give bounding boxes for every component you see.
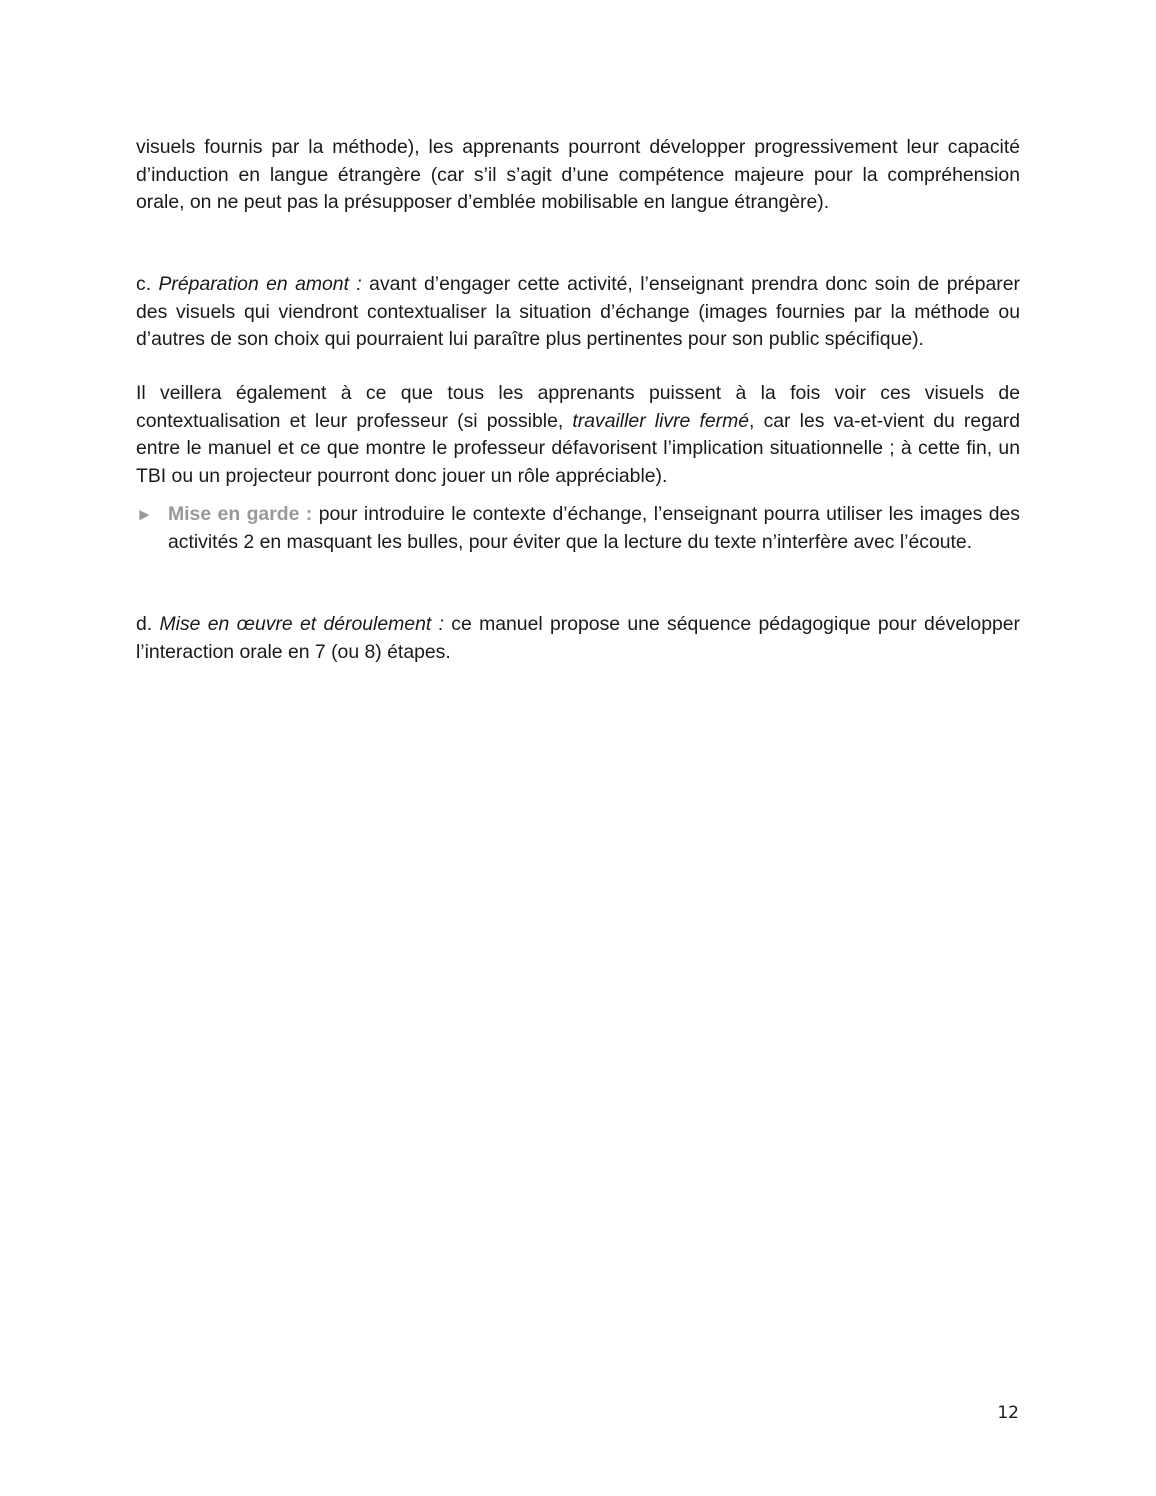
page-number: 12: [997, 1403, 1019, 1423]
paragraph-text: Il veillera également à ce que tous les apprenants puissent à la fois voir ces visuels de contextualisation et leur professeur (si possible,: [136, 382, 1020, 432]
paragraph-text: visuels fournis par la méthode), les apprenants pourront développer progressivement leur capacité d’induction en langue étrangère (car s’il s’agit d’une compétence majeure pour la compréhension orale, on ne peut pas la présupposer d’emblée mobilisable en langue étrangère).: [136, 136, 1020, 213]
section-prefix: c.: [136, 273, 159, 295]
section-heading: Préparation en amont :: [158, 273, 362, 295]
section-prefix: d.: [136, 613, 160, 635]
arrow-bullet-icon: ►: [136, 505, 153, 524]
warning-text: pour introduire le contexte d’échange, l’enseignant pourra utiliser les images des activités 2 en masquant les bulles, pour éviter que la lecture du texte n’interfère avec l’écoute.: [168, 503, 1020, 553]
paragraph-induction: [136, 134, 1020, 217]
paragraph-visibility: [136, 380, 1020, 490]
emphasis-text: travailler livre fermé: [572, 409, 750, 432]
paragraph-text: , car les va-et-vient du regard entre le manuel et ce que montre le professeur défavorisent l’implication situationnelle ; à cette fin, un TBI ou un projecteur pourront donc jouer un rôle appréciable).: [136, 409, 1020, 487]
paragraph-text: ce manuel propose une séquence pédagogique pour développer l’interaction orale en 7 (ou 8) étapes.: [136, 613, 1021, 663]
paragraph-preparation: [136, 271, 1020, 354]
warning-note: [136, 501, 1020, 556]
paragraph-text: avant d’engager cette activité, l’enseignant prendra donc soin de préparer des visuels qui viendront contextualiser la situation d’échange (images fournies par la méthode ou d’autres de son choix qui pourraient lui paraître plus pertinentes pour son public spécifique).: [136, 273, 1020, 350]
paragraph-implementation: [136, 611, 1020, 666]
section-heading: Mise en œuvre et déroulement :: [159, 613, 444, 635]
warning-label: Mise en garde :: [168, 503, 313, 525]
